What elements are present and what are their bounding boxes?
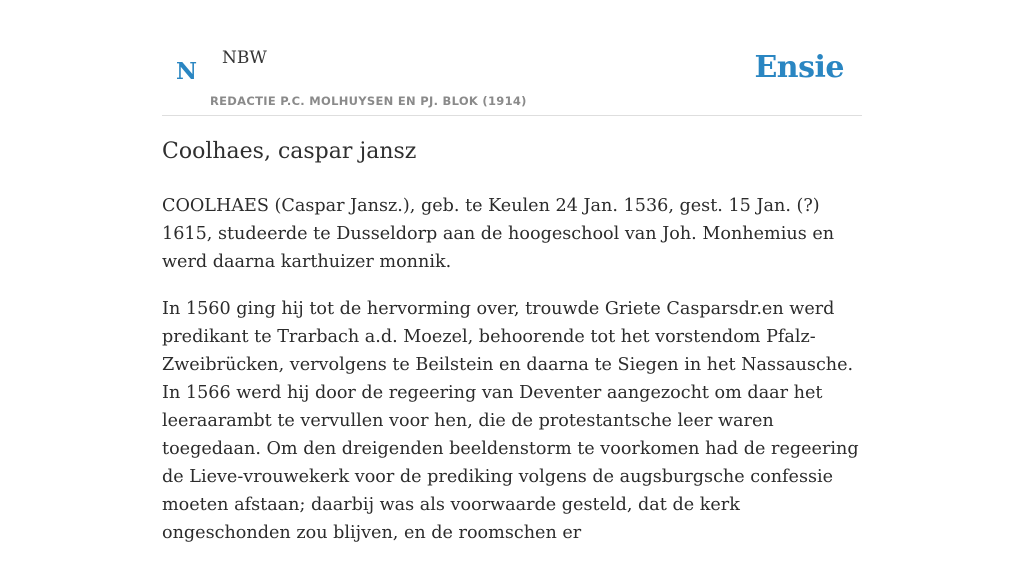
source-logo-icon[interactable]: N xyxy=(176,58,198,85)
article-paragraph: In 1560 ging hij tot de hervorming over, trouwde Griete Casparsdr.en werd predikant te Trarbach a.d. Moezel, behoorende tot het vorstendom Pfalz-Zweibrücken, vervolgens te Beilstein en daarna te Siegen in het Nassausche. In 1566 werd hij door de regeering van Deventer aangezocht om daar het leeraarambt te vervullen voor hen, die de protestantsche leer waren toegedaan. Om den dreigenden beeldenstorm te voorkomen had de regeering de Lieve-vrouwekerk voor de prediking volgens de augsburgsche confessie moeten afstaan; daarbij was als voorwaarde gesteld, dat de kerk ongeschonden zou blijven, en de roomschen er xyxy=(162,299,859,543)
brand-logo[interactable]: Ensie xyxy=(754,50,844,85)
page-title: Coolhaes, caspar jansz xyxy=(162,139,417,164)
site-header xyxy=(162,40,862,116)
source-name[interactable]: NBW xyxy=(222,48,267,68)
source-subtitle: REDACTIE P.C. MOLHUYSEN EN PJ. BLOK (1914) xyxy=(210,94,527,108)
article-paragraph: COOLHAES (Caspar Jansz.), geb. te Keulen 24 Jan. 1536, gest. 15 Jan. (?) 1615, studeerde te Dusseldorp aan de hoogeschool van Joh. Monhemius en werd daarna karthuizer monnik. xyxy=(162,196,835,272)
article-body xyxy=(162,192,862,566)
